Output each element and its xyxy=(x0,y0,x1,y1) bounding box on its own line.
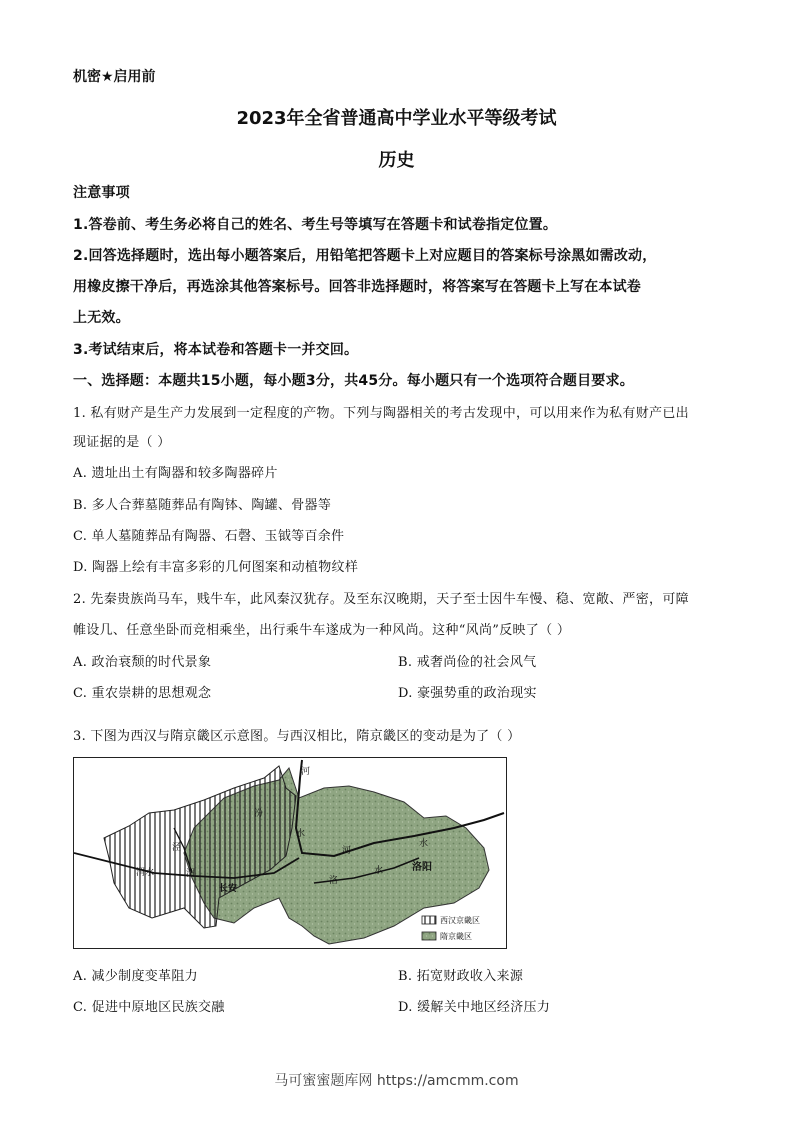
label-shui: 水 xyxy=(296,829,306,839)
q3-option-d[interactable]: D. 缓解关中地区经济压力 xyxy=(398,1000,551,1015)
q2-stem-line-1: 2. 先秦贵族尚马车，贱牛车，此风秦汉犹存。及至东汉晚期，天子至士因牛车慢、稳、宽敞、严密，可障 xyxy=(73,592,689,607)
label-wei-left: 渭水 xyxy=(136,868,155,878)
label-luoyang: 洛阳 xyxy=(412,862,432,873)
q3-option-a[interactable]: A. 减少制度变革阻力 xyxy=(73,969,198,984)
footer-watermark: 马可蜜蜜题库网 https://amcmm.com xyxy=(274,1073,519,1089)
label-jing: 泾 xyxy=(172,843,182,853)
exam-title: 2023年全省普通高中学业水平等级考试 xyxy=(236,108,557,129)
label-fen: 汾 xyxy=(254,809,264,819)
subject-title: 历史 xyxy=(378,150,415,171)
q2-option-d[interactable]: D. 豪强势重的政治现实 xyxy=(398,686,537,701)
xihan-region xyxy=(104,766,296,928)
label-wei: 渭 xyxy=(186,869,196,879)
q3-option-b[interactable]: B. 拓宽财政收入来源 xyxy=(398,969,524,984)
q2-option-c[interactable]: C. 重农崇耕的思想观念 xyxy=(73,686,212,701)
label-shui3: 水 xyxy=(374,866,384,876)
legend-sui: 隋京畿区 xyxy=(440,932,472,941)
note-line-2: 2.回答选择题时，选出每小题答案后，用铅笔把答题卡上对应题目的答案标号涂黑如需改动， xyxy=(73,248,657,264)
legend-xihan: 西汉京畿区 xyxy=(440,916,480,925)
q2-option-b[interactable]: B. 戒奢尚俭的社会风气 xyxy=(398,655,537,670)
q1-option-b[interactable]: B. 多人合葬墓随葬品有陶钵、陶罐、骨器等 xyxy=(73,498,332,513)
q2-stem-line-2: 帷设几、任意坐卧而竞相乘坐，出行乘牛车遂成为一种风尚。这种“风尚”反映了（ ） xyxy=(73,623,571,638)
confidential-label: 机密★启用前 xyxy=(73,69,156,85)
label-shui2: 水 xyxy=(419,839,429,849)
label-luo: 洛 xyxy=(329,876,339,886)
note-line-4: 上无效。 xyxy=(73,310,130,326)
q1-stem-line-2: 现证据的是（ ） xyxy=(73,435,171,450)
label-changan: 长安 xyxy=(219,884,238,894)
notes-heading: 注意事项 xyxy=(73,185,130,201)
label-he-top: 河 xyxy=(301,767,311,777)
q1-option-c[interactable]: C. 单人墓随葬品有陶器、石磬、玉钺等百余件 xyxy=(73,529,345,544)
q1-option-a[interactable]: A. 遗址出土有陶器和较多陶器碎片 xyxy=(73,466,278,481)
q2-option-a[interactable]: A. 政治衰颓的时代景象 xyxy=(73,655,212,670)
note-line-5: 3.考试结束后，将本试卷和答题卡一并交回。 xyxy=(73,342,359,358)
section-heading: 一、选择题：本题共15小题，每小题3分，共45分。每小题只有一个选项符合题目要求。 xyxy=(73,373,634,389)
q1-option-d[interactable]: D. 陶器上绘有丰富多彩的几何图案和动植物纹样 xyxy=(73,560,359,575)
q3-option-c[interactable]: C. 促进中原地区民族交融 xyxy=(73,1000,225,1015)
label-he-mid: 河 xyxy=(342,846,352,856)
capital-region-map xyxy=(73,757,507,949)
q3-stem: 3. 下图为西汉与隋京畿区示意图。与西汉相比，隋京畿区的变动是为了（ ） xyxy=(73,729,521,744)
map-legend xyxy=(422,915,480,941)
note-line-3: 用橡皮擦干净后，再选涂其他答案标号。回答非选择题时，将答案写在答题卡上写在本试卷 xyxy=(73,279,641,295)
q1-stem-line-1: 1. 私有财产是生产力发展到一定程度的产物。下列与陶器相关的考古发现中，可以用来作为私有财产已出 xyxy=(73,406,689,421)
note-line-1: 1.答卷前、考生务必将自己的姓名、考生号等填写在答题卡和试卷指定位置。 xyxy=(73,217,558,233)
